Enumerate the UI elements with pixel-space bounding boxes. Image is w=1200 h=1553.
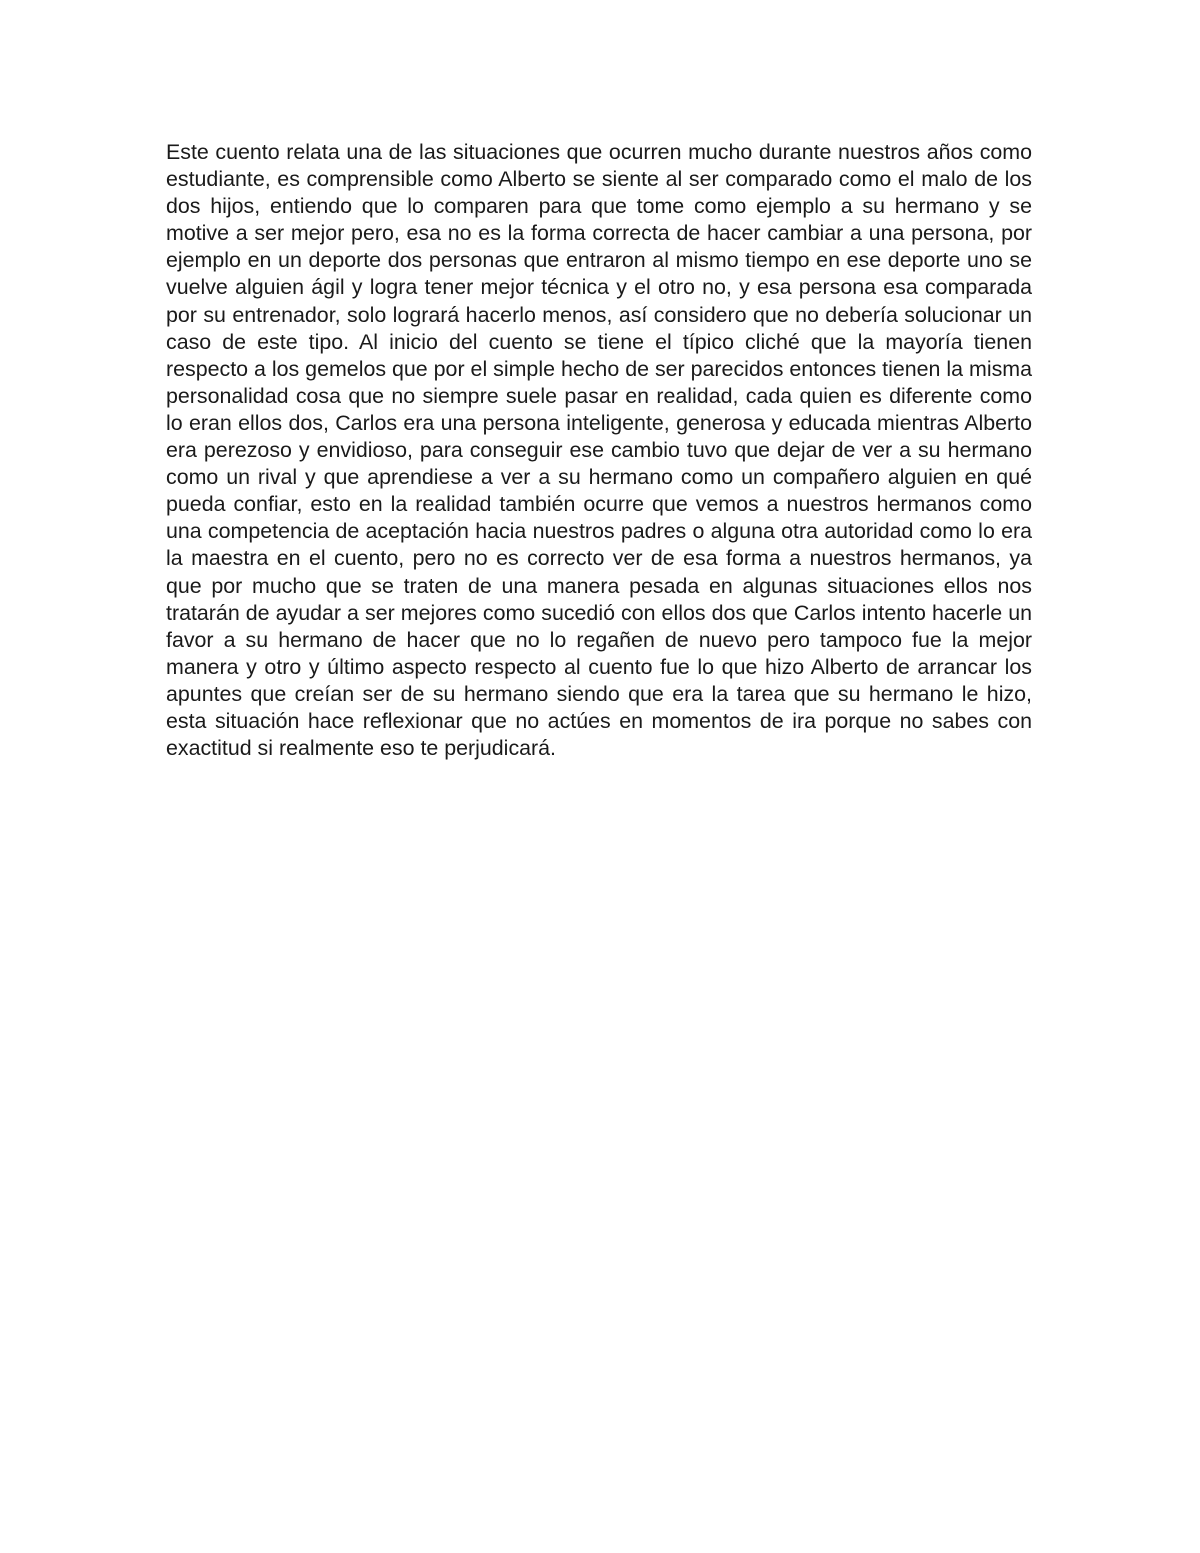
document-body — [166, 139, 1032, 762]
body-paragraph: Este cuento relata una de las situaciones que ocurren mucho durante nuestros años como estudiante, es comprensible como Alberto se siente al ser comparado como el malo de los dos hijos, entiendo que lo comparen para que tome como ejemplo a su hermano y se motive a ser mejor pero, esa no es la forma correcta de hacer cambiar a una persona, por ejemplo en un deporte dos personas que entraron al mismo tiempo en ese deporte uno se vuelve alguien ágil y logra tener mejor técnica y el otro no, y esa persona esa comparada por su entrenador, solo logrará hacerlo menos, así considero que no debería solucionar un caso de este tipo. Al inicio del cuento se tiene el típico cliché que la mayoría tienen respecto a los gemelos que por el simple hecho de ser parecidos entonces tienen la misma personalidad cosa que no siempre suele pasar en realidad, cada quien es diferente como lo eran ellos dos, Carlos era una persona inteligente, generosa y educada mientras Alberto era perezoso y envidioso, para conseguir ese cambio tuvo que dejar de ver a su hermano como un rival y que aprendiese a ver a su hermano como un compañero alguien en qué pueda confiar, esto en la realidad también ocurre que vemos a nuestros hermanos como una competencia de aceptación hacia nuestros padres o alguna otra autoridad como lo era la maestra en el cuento, pero no es correcto ver de esa forma a nuestros hermanos, ya que por mucho que se traten de una manera pesada en algunas situaciones ellos nos tratarán de ayudar a ser mejores como sucedió con ellos dos que Carlos intento hacerle un favor a su hermano de hacer que no lo regañen de nuevo pero tampoco fue la mejor manera y otro y último aspecto respecto al cuento fue lo que hizo Alberto de arrancar los apuntes que creían ser de su hermano siendo que era la tarea que su hermano le hizo, esta situación hace reflexionar que no actúes en momentos de ira porque no sabes con exactitud si realmente eso te perjudicará. — [166, 140, 1032, 761]
